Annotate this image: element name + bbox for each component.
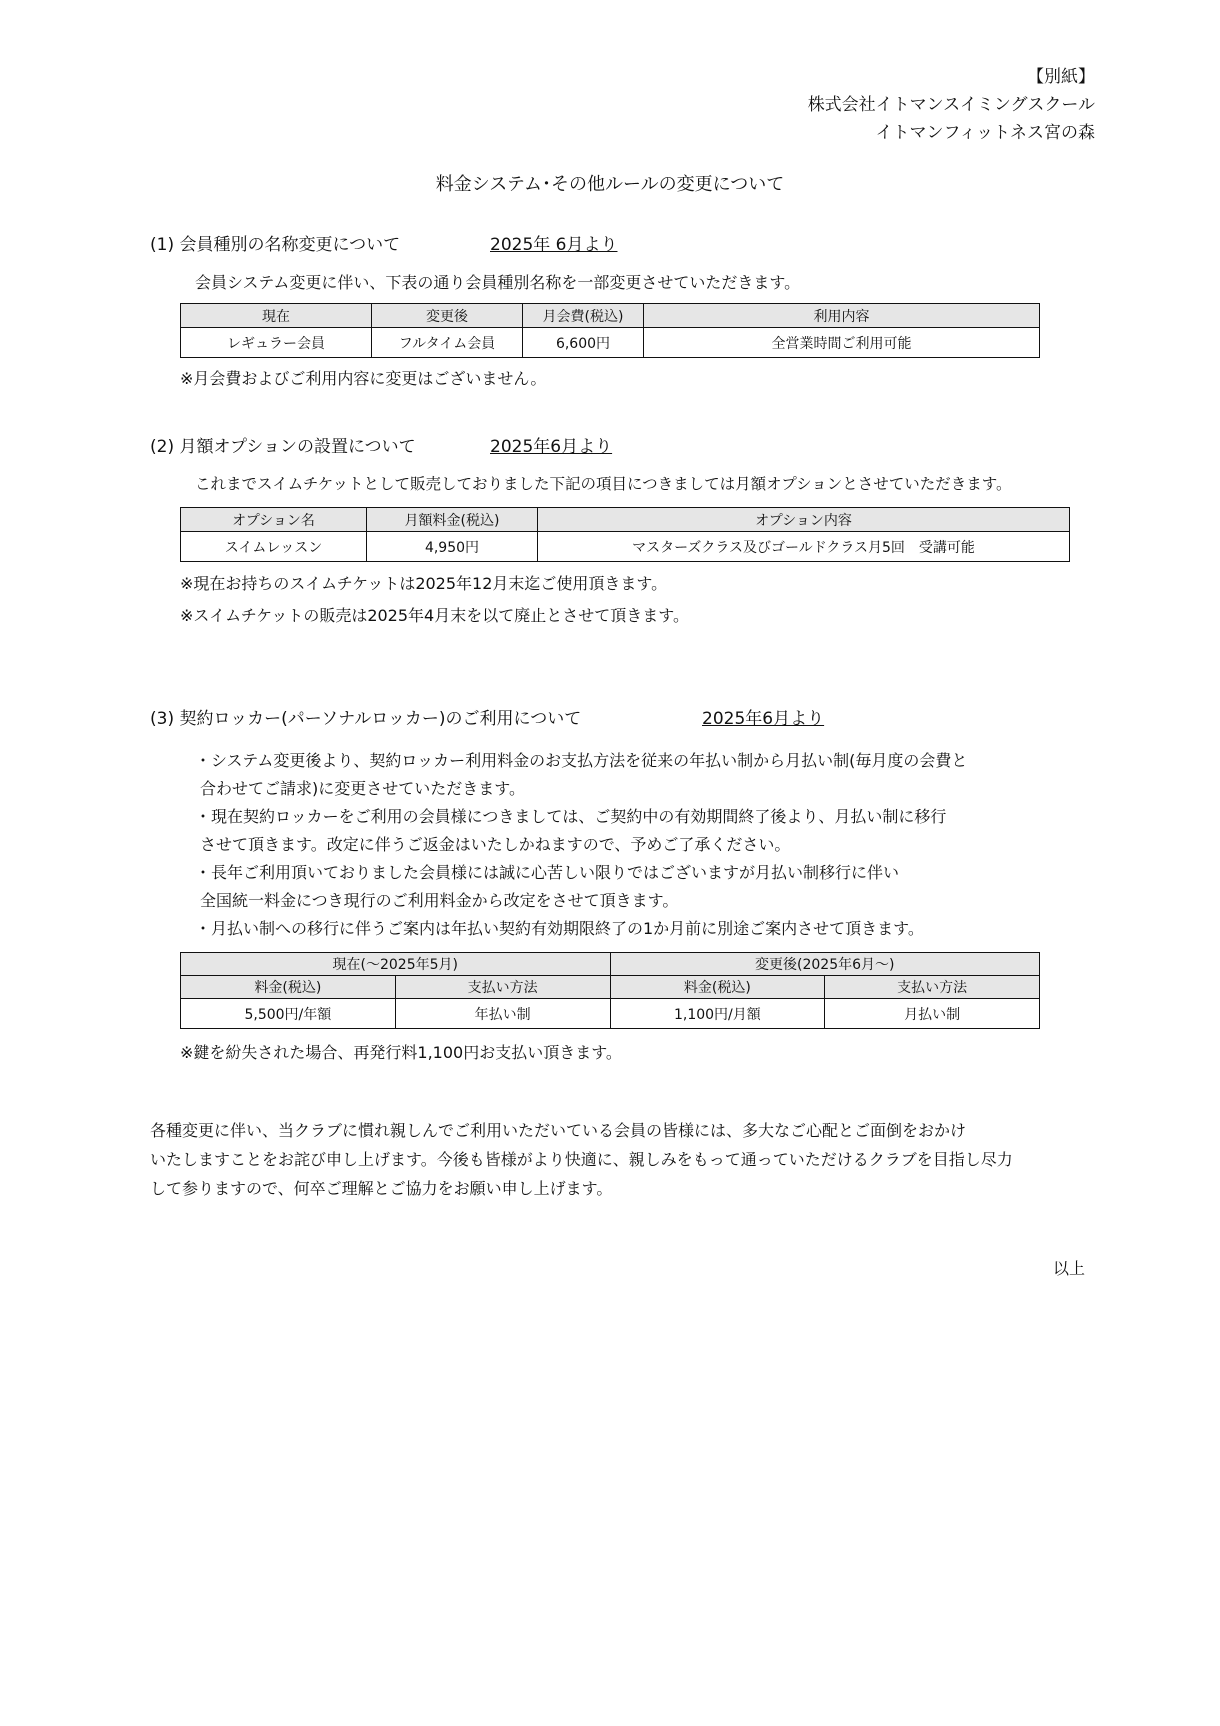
- locker-fee-table: [180, 952, 1040, 1029]
- section3-bullet-4: ・月払い制への移行に伴うご案内は年払い契約有効期限終了の1か月前に別途ご案内させて頂きます。: [195, 919, 924, 938]
- section3-bullet-1-cont: 合わせてご請求)に変更させていただきます。: [200, 779, 525, 798]
- section1-date: 2025年 6月より: [490, 235, 618, 255]
- table-row: [181, 999, 1040, 1029]
- table-row: [181, 532, 1070, 562]
- document-title: 料金システム･その他ルールの変更について: [435, 174, 785, 195]
- table-header: 現在: [181, 304, 372, 328]
- table-cell: 月払い制: [825, 999, 1040, 1029]
- section1-heading: (1) 会員種別の名称変更について 2025年 6月より: [150, 230, 400, 255]
- table-header: 利用内容: [644, 304, 1040, 328]
- table-header: オプション内容: [538, 508, 1070, 532]
- table-cell: レギュラー会員: [181, 328, 372, 358]
- section3-bullet-2: ・現在契約ロッカーをご利用の会員様につきましては、ご契約中の有効期間終了後より、月払い制に移行: [195, 807, 947, 826]
- table-header: 料金(税込): [181, 976, 396, 999]
- section3-bullet-3-cont: 全国統一料金につき現行のご利用料金から改定をさせて頂きます。: [200, 891, 679, 910]
- section2-date: 2025年6月より: [490, 437, 613, 457]
- table-group-header: 現在(～2025年5月): [181, 953, 611, 976]
- company-name: 株式会社イトマンスイミングスクール: [807, 95, 1095, 115]
- closing-line-2: いたしますことをお詫び申し上げます。今後も皆様がより快適に、親しみをもって通っていただけるクラブを目指し尽力: [150, 1150, 1013, 1169]
- table-cell: 6,600円: [523, 328, 644, 358]
- monthly-option-table: [180, 507, 1070, 562]
- section3-date: 2025年6月より: [702, 709, 825, 729]
- table-header: 支払い方法: [825, 976, 1040, 999]
- section2-heading: (2) 月額オプションの設置について 2025年6月より: [150, 432, 416, 457]
- table-header: 月会費(税込): [523, 304, 644, 328]
- table-cell: 年払い制: [395, 999, 610, 1029]
- table-header: 月額料金(税込): [367, 508, 538, 532]
- table-header: オプション名: [181, 508, 367, 532]
- section3-note: ※鍵を紛失された場合、再発行料1,100円お支払い頂きます。: [180, 1043, 622, 1062]
- table-header: 変更後: [372, 304, 523, 328]
- section2-note-1: ※現在お持ちのスイムチケットは2025年12月末迄ご使用頂きます。: [180, 574, 668, 593]
- section1-note: ※月会費およびご利用内容に変更はございません。: [180, 369, 547, 388]
- table-row: [181, 328, 1040, 358]
- section3-bullet-1: ・システム変更後より、契約ロッカー利用料金のお支払方法を従来の年払い制から月払い制(毎月度の会費と: [195, 751, 968, 770]
- section2-note-2: ※スイムチケットの販売は2025年4月末を以て廃止とさせて頂きます。: [180, 606, 689, 625]
- section1-intro: 会員システム変更に伴い、下表の通り会員種別名称を一部変更させていただきます。: [195, 273, 801, 292]
- table-header: 料金(税込): [610, 976, 825, 999]
- attachment-label: 【別紙】: [1027, 67, 1095, 87]
- table-cell: マスターズクラス及びゴールドクラス月5回 受講可能: [538, 532, 1070, 562]
- table-cell: フルタイム会員: [372, 328, 523, 358]
- facility-name: イトマンフィットネス宮の森: [875, 123, 1095, 143]
- member-type-table: [180, 303, 1040, 358]
- table-header: 支払い方法: [395, 976, 610, 999]
- table-cell: 4,950円: [367, 532, 538, 562]
- closing-line-1: 各種変更に伴い、当クラブに慣れ親しんでご利用いただいている会員の皆様には、多大なご心配とご面倒をおかけ: [150, 1121, 967, 1140]
- section3-bullet-3: ・長年ご利用頂いておりました会員様には誠に心苦しい限りではございますが月払い制移行に伴い: [195, 863, 900, 882]
- section2-intro: これまでスイムチケットとして販売しておりました下記の項目につきましては月額オプションとさせていただきます。: [195, 475, 1012, 493]
- table-cell: 全営業時間ご利用可能: [644, 328, 1040, 358]
- end-mark: 以上: [1052, 1259, 1085, 1278]
- section3-heading: (3) 契約ロッカー(パーソナルロッカー)のご利用について 2025年6月より: [150, 704, 581, 729]
- table-cell: 5,500円/年額: [181, 999, 396, 1029]
- table-group-header: 変更後(2025年6月～): [610, 953, 1040, 976]
- table-cell: 1,100円/月額: [610, 999, 825, 1029]
- closing-line-3: して参りますので、何卒ご理解とご協力をお願い申し上げます。: [150, 1179, 613, 1198]
- section3-bullet-2-cont: させて頂きます。改定に伴うご返金はいたしかねますので、予めご了承ください。: [200, 835, 791, 854]
- table-cell: スイムレッスン: [181, 532, 367, 562]
